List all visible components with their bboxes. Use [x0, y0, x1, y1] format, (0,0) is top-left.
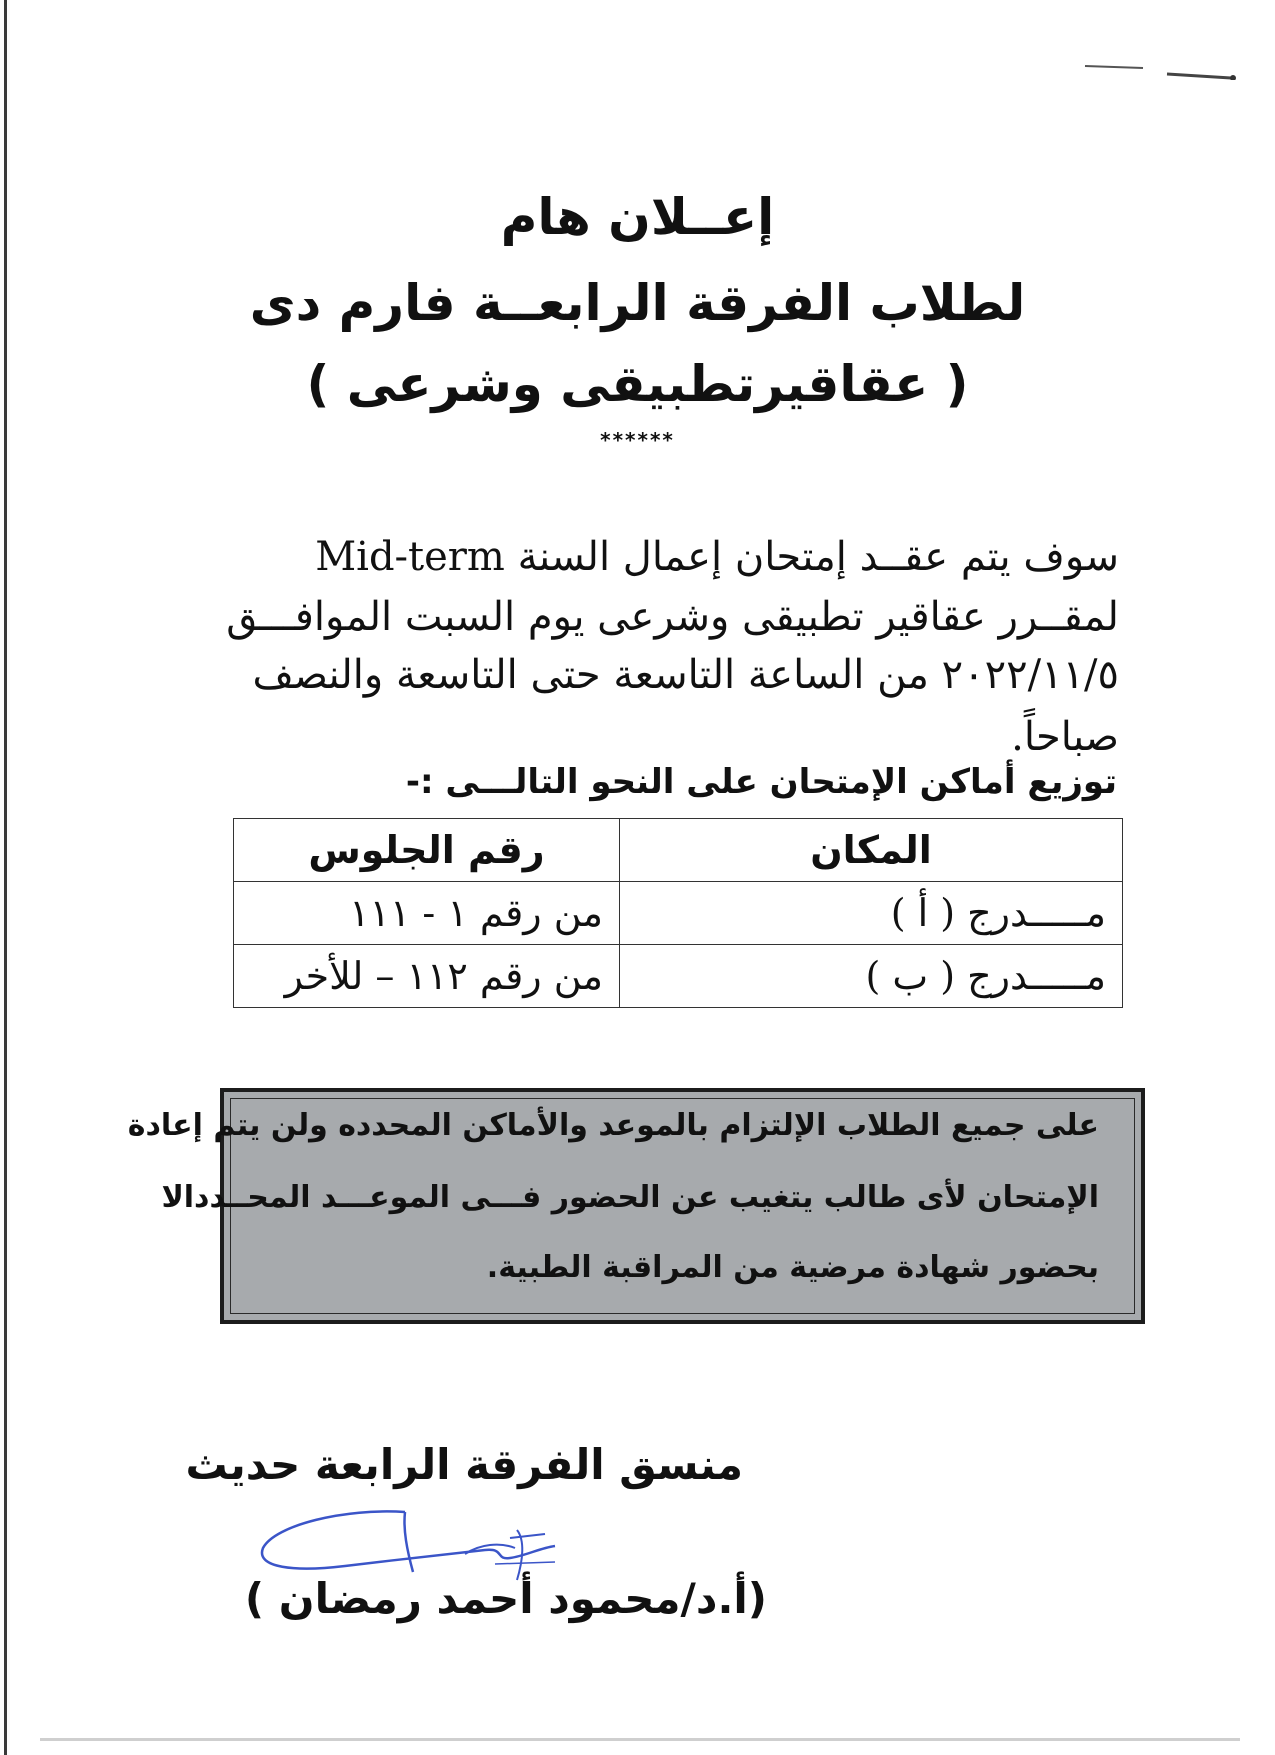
staple-mark — [1083, 62, 1243, 80]
body-line-2: لمقــرر عقاقير تطبيقى وشرعى يوم السبت الموافـــق — [226, 594, 1119, 640]
scan-left-edge — [4, 0, 7, 1755]
table-row — [234, 945, 1123, 1008]
coordinator-title: منسق الفرقة الرابعة حديث — [185, 1440, 743, 1489]
announcement-title: إعــلان هام — [500, 188, 775, 246]
notice-line-2: الإمتحان لأى طالب يتغيب عن الحضور فـــى الموعـــد المحــددالا — [161, 1180, 1099, 1215]
row-seat-range: من رقم ١ - ١١١ — [234, 882, 620, 945]
body-line-3: ٢٠٢٢/١١/٥ من الساعة التاسعة حتى التاسعة والنصف — [252, 652, 1119, 698]
distribution-heading: توزيع أماكن الإمتحان على النحو التالـــى :- — [405, 762, 1117, 802]
attendance-notice-box — [127, 1088, 1145, 1324]
table-header-row — [234, 819, 1123, 882]
table-row — [234, 882, 1123, 945]
header-place: المكان — [620, 819, 1123, 882]
row-place: مـــــدرج ( ب ) — [620, 945, 1123, 1008]
scan-bottom-edge — [40, 1738, 1240, 1741]
seating-table — [233, 818, 1123, 1008]
header-seat-number: رقم الجلوس — [234, 819, 620, 882]
notice-line-3: بحضور شهادة مرضية من المراقبة الطبية. — [486, 1250, 1099, 1285]
body-line-1: سوف يتم عقــد إمتحان إعمال السنة Mid-term — [315, 534, 1119, 580]
title-separator: ****** — [600, 428, 675, 452]
signer-name: (أ.د/محمود أحمد رمضان ) — [244, 1574, 767, 1623]
body-line-4: صباحاً. — [1011, 714, 1119, 760]
row-place: مـــــدرج ( أ ) — [620, 882, 1123, 945]
announcement-course: ( عقاقيرتطبيقى وشرعى ) — [306, 355, 969, 413]
notice-line-1: على جميع الطلاب الإلتزام بالموعد والأماكن المحدده ولن يتم إعادة — [127, 1108, 1099, 1143]
row-seat-range: من رقم ١١٢ – للأخر — [234, 945, 620, 1008]
announcement-audience: لطلاب الفرقة الرابعــة فارم دى — [249, 274, 1026, 332]
